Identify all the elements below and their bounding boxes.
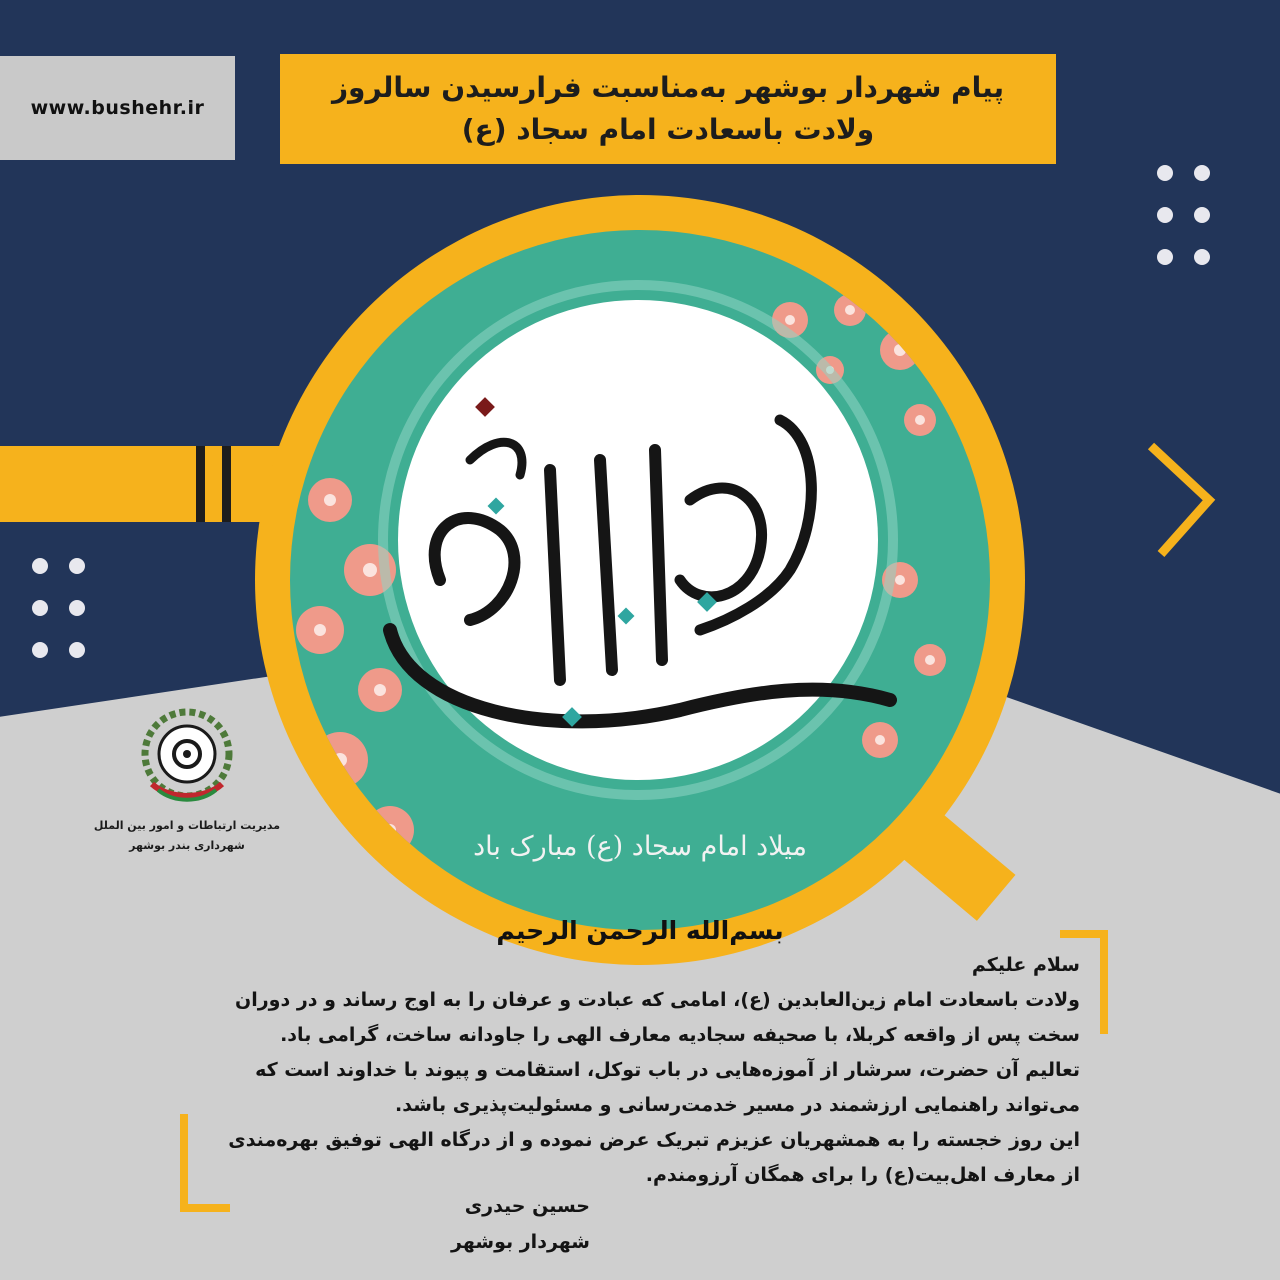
signature-title: شهردار بوشهر [451, 1231, 590, 1253]
message-greeting: سلام علیکم [971, 954, 1080, 976]
message-line: تعالیم آن حضرت، سرشار از آموزه‌هایی در باب توکل، استقامت و پیوند با خداوند است که [255, 1059, 1080, 1081]
signature-name: حسین حیدری [464, 1195, 590, 1217]
website-badge [0, 56, 235, 160]
website-url: www.bushehr.ir [30, 97, 205, 119]
title-line-2: ولادت باسعادت امام سجاد (ع) [461, 113, 875, 146]
message-line: می‌تواند راهنمایی ارزشمند در مسیر خدمت‌رسانی و مسئولیت‌پذیری باشد. [395, 1094, 1080, 1116]
logo-caption [82, 816, 292, 856]
title-line-1: پیام شهردار بوشهر به‌مناسبت فرارسیدن سالروز [331, 71, 1005, 104]
calligraphy-medallion [290, 230, 990, 930]
logo-caption-line-2: شهرداری بندر بوشهر [129, 839, 245, 852]
medallion-caption: میلاد امام سجاد (ع) مبارک باد [473, 831, 807, 862]
message-line: از معارف اهل‌بیت(ع) را برای همگان آرزومندم. [645, 1164, 1080, 1186]
message-body [200, 948, 1080, 1193]
bismillah-heading: بسم‌الله الرحمن الرحیم [496, 916, 784, 945]
message-line: سخت پس از واقعه کربلا، با صحیفه سجادیه معارف الهی را جاودانه ساخت، گرامی باد. [280, 1024, 1080, 1046]
title-banner [280, 54, 1056, 164]
logo-caption-line-1: مدیریت ارتباطات و امور بین الملل [93, 819, 281, 832]
message-line: ولادت باسعادت امام زین‌العابدین (ع)، امامی که عبادت و عرفان را به اوج رساند و در دوران [234, 989, 1080, 1011]
chevron-right-icon [1143, 440, 1223, 560]
municipality-emblem-icon [134, 704, 240, 810]
signature-block [420, 1188, 590, 1260]
calligraphy-artwork [350, 380, 910, 760]
message-line: این روز خجسته را به همشهریان عزیزم تبریک عرض نموده و از درگاه الهی توفیق بهره‌مندی [228, 1129, 1080, 1151]
